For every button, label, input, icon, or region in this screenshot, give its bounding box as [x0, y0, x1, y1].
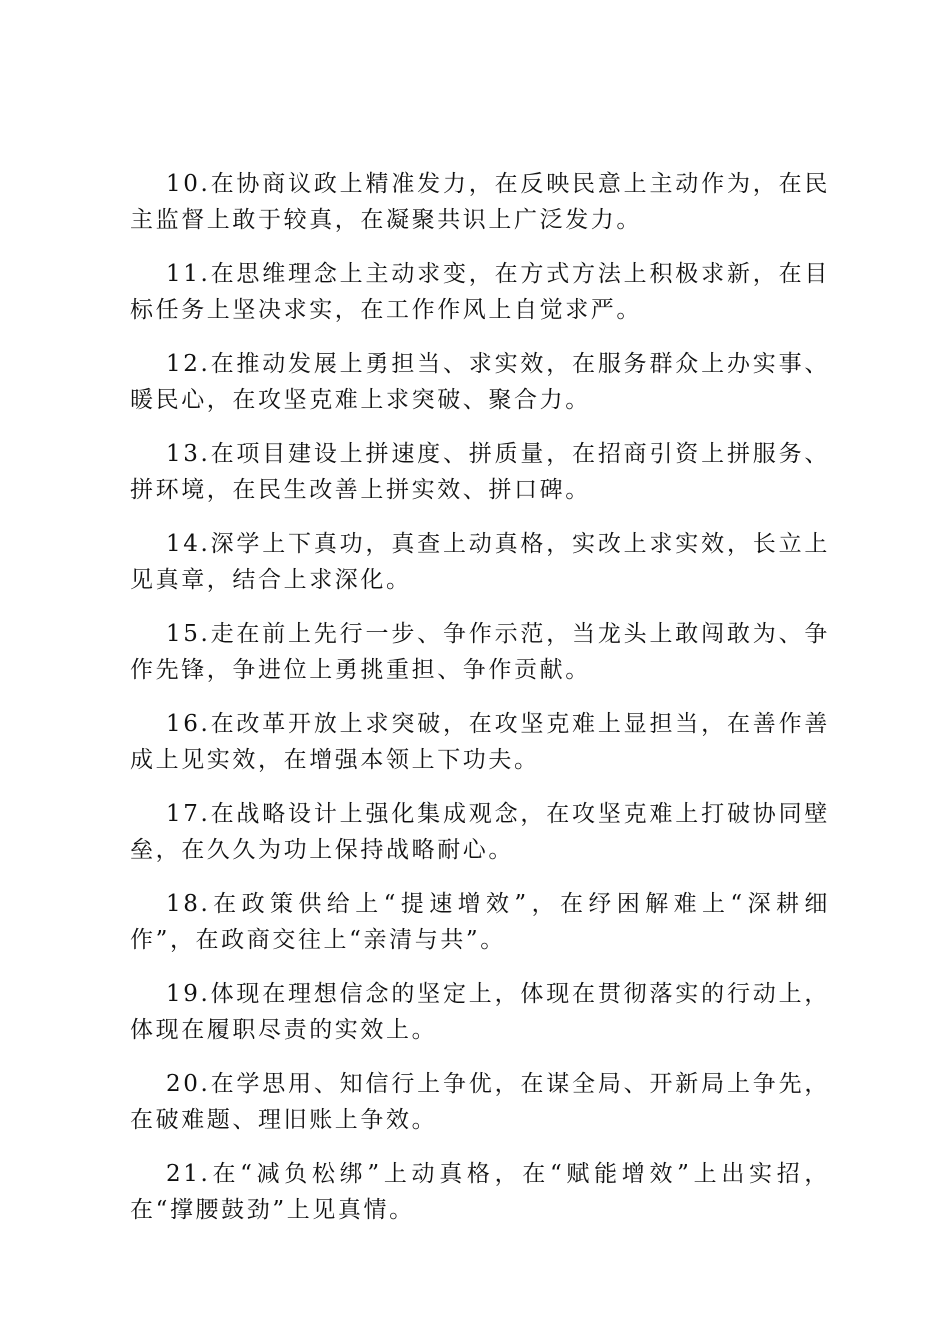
paragraph-20: 20.在学思用、知信行上争优，在谋全局、开新局上争先，在破难题、理旧账上争效。: [130, 1071, 830, 1133]
paragraph-17: 17.在战略设计上强化集成观念，在攻坚克难上打破协同壁垒，在久久为功上保持战略耐心。: [130, 801, 830, 863]
document-body: [130, 166, 830, 1228]
paragraph-13: 13.在项目建设上拼速度、拼质量，在招商引资上拼服务、拼环境，在民生改善上拼实效、拼口碑。: [130, 441, 830, 503]
paragraph-16: 16.在改革开放上求突破，在攻坚克难上显担当，在善作善成上见实效，在增强本领上下功夫。: [130, 711, 830, 773]
paragraph-12: 12.在推动发展上勇担当、求实效，在服务群众上办实事、暖民心，在攻坚克难上求突破、聚合力。: [130, 351, 830, 413]
paragraph-14: 14.深学上下真功，真查上动真格，实改上求实效，长立上见真章，结合上求深化。: [130, 531, 830, 593]
paragraph-15: 15.走在前上先行一步、争作示范，当龙头上敢闯敢为、争作先锋，争进位上勇挑重担、争作贡献。: [130, 621, 830, 683]
paragraph-11: 11.在思维理念上主动求变，在方式方法上积极求新，在目标任务上坚决求实，在工作作风上自觉求严。: [130, 261, 830, 323]
paragraph-18: 18.在政策供给上“提速增效”，在纾困解难上“深耕细作”，在政商交往上“亲清与共”。: [130, 891, 830, 953]
paragraph-19: 19.体现在理想信念的坚定上，体现在贯彻落实的行动上，体现在履职尽责的实效上。: [130, 981, 830, 1043]
paragraph-10: 10.在协商议政上精准发力，在反映民意上主动作为，在民主监督上敢于较真，在凝聚共识上广泛发力。: [130, 171, 830, 233]
paragraph-21: 21.在“减负松绑”上动真格，在“赋能增效”上出实招，在“撑腰鼓劲”上见真情。: [130, 1161, 830, 1223]
